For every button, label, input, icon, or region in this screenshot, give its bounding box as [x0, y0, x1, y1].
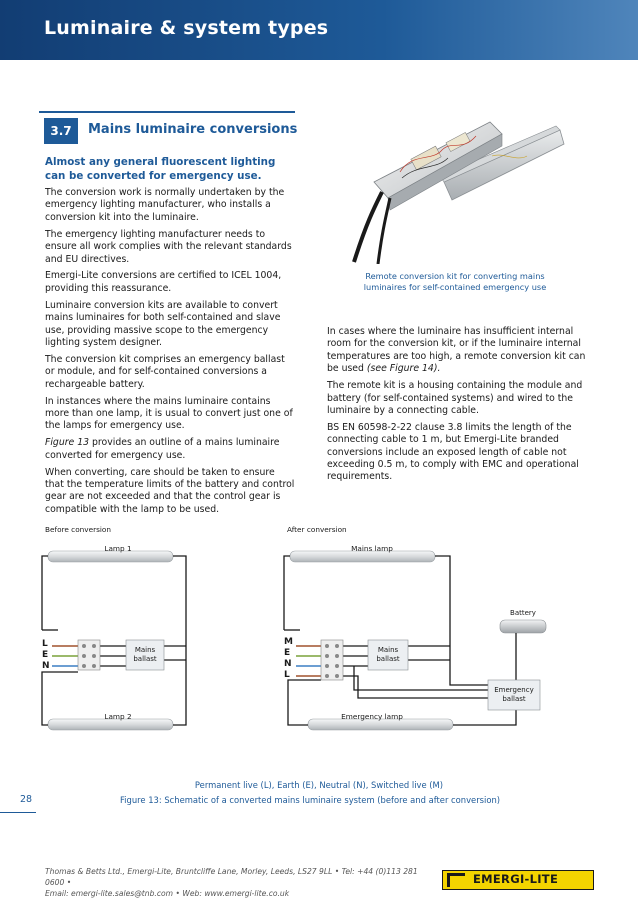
paragraph: In instances where the mains luminaire contains more than one lamp, it is usual to convert just one of the lamps for emergency use.	[45, 395, 293, 432]
terminal-m: M	[284, 637, 293, 647]
logo-mark-icon	[447, 873, 465, 887]
after-diagram	[284, 544, 546, 730]
section-title: Mains luminaire conversions	[88, 122, 298, 137]
conversion-kit-photo	[352, 112, 566, 264]
wiring-schematic	[38, 540, 598, 750]
terminal-e: E	[284, 648, 291, 658]
terminal-block	[78, 640, 100, 670]
figure-reference[interactable]: Figure 13	[45, 437, 90, 449]
section-number: 3.7	[44, 118, 78, 144]
before-diagram	[42, 544, 186, 730]
mains-ballast-label: ballast	[133, 655, 157, 663]
terminal-l: L	[284, 670, 290, 680]
header-title: Luminaire & system types	[44, 17, 329, 39]
paragraph: Emergi-Lite conversions are certified to ICEL 1004, providing this reassurance.	[45, 270, 282, 294]
figure-reference[interactable]: (see Figure 14).	[366, 363, 441, 375]
paragraph: The remote kit is a housing containing the module and battery (for self-contained systems) and wired to the luminaire by a connecting cable.	[327, 380, 583, 416]
battery-cell	[500, 620, 546, 633]
battery-label: Battery	[510, 609, 536, 617]
terminal-e: E	[42, 650, 49, 660]
terminal-l: L	[42, 639, 48, 649]
lamp-1-label: Lamp 1	[104, 544, 132, 553]
footer-address: Thomas & Betts Ltd., Emergi-Lite, Bruntcliffe Lane, Morley, Leeds, LS27 9LL • Tel: +44 (0)113 281 0600 •	[45, 867, 418, 887]
emergency-ballast-label: ballast	[502, 695, 526, 703]
terminal-n: N	[284, 659, 292, 669]
section-rule	[39, 111, 295, 113]
paragraph: The emergency lighting manufacturer needs to ensure all work complies with the relevant standards and EU directives.	[45, 228, 292, 265]
lead-paragraph: Almost any general fluorescent lighting can be converted for emergency use.	[45, 156, 276, 182]
page-header	[0, 0, 638, 60]
footer-contact	[45, 866, 435, 899]
left-column	[45, 155, 295, 521]
paragraph: Figure 13 provides an outline of a mains luminaire converted for emergency use.	[45, 437, 280, 461]
paragraph: Luminaire conversion kits are available to convert mains luminaires for both self-contained and slave use, providing massive scope to the emergency lighting system designer.	[45, 299, 281, 348]
wire-legend: Permanent live (L), Earth (E), Neutral (N), Switched live (M)	[194, 780, 444, 790]
mains-ballast-label: ballast	[376, 655, 400, 663]
paragraph: When converting, care should be taken to ensure that the temperature limits of the battery and control gear are not exceeded and that the control gear is compatible with the lamp to be used.	[45, 466, 295, 515]
mains-ballast-label: Mains	[377, 646, 399, 654]
before-conversion-title: Before conversion	[45, 525, 112, 534]
page-number-rule	[0, 812, 36, 813]
paragraph: The conversion work is normally undertaken by the emergency lighting manufacturer, who installs a conversion kit into the luminaire.	[45, 187, 285, 223]
photo-caption: Remote conversion kit for converting mains luminaires for self-contained emergency use	[363, 271, 547, 292]
lamp-2-label: Lamp 2	[104, 712, 132, 721]
mains-lamp-label: Mains lamp	[351, 544, 393, 553]
emergency-lamp-label: Emergency lamp	[341, 712, 403, 721]
logo-text: EMERGI-LITE	[473, 872, 559, 886]
mains-ballast-label: Mains	[134, 646, 156, 654]
right-column	[327, 326, 589, 488]
page-number: 28	[20, 794, 33, 805]
terminal-block	[321, 640, 343, 680]
paragraph: BS EN 60598-2-22 clause 3.8 limits the length of the connecting cable to 1 m, but Emergi-Lite branded conversions include an exposed length of cable not exceeding 0.5 m, to comply with EMC and operational requirements.	[327, 421, 579, 483]
figure-caption: Figure 13: Schematic of a converted mains luminaire system (before and after conversion)	[119, 795, 501, 805]
paragraph: In cases where the luminaire has insufficient internal room for the conversion kit, or if the luminaire internal temperatures are too high, a remote conversion kit can be used (see Figure 14).	[327, 326, 586, 375]
paragraph: The conversion kit comprises an emergency ballast or module, and for self-contained conversions a rechargeable battery.	[45, 353, 285, 390]
emergi-lite-logo	[442, 870, 594, 890]
emergency-ballast-label: Emergency	[494, 686, 534, 694]
footer-email-web: Email: emergi-lite.sales@tnb.com • Web: www.emergi-lite.co.uk	[45, 889, 290, 898]
terminal-n: N	[42, 661, 50, 671]
after-conversion-title: After conversion	[287, 525, 347, 534]
